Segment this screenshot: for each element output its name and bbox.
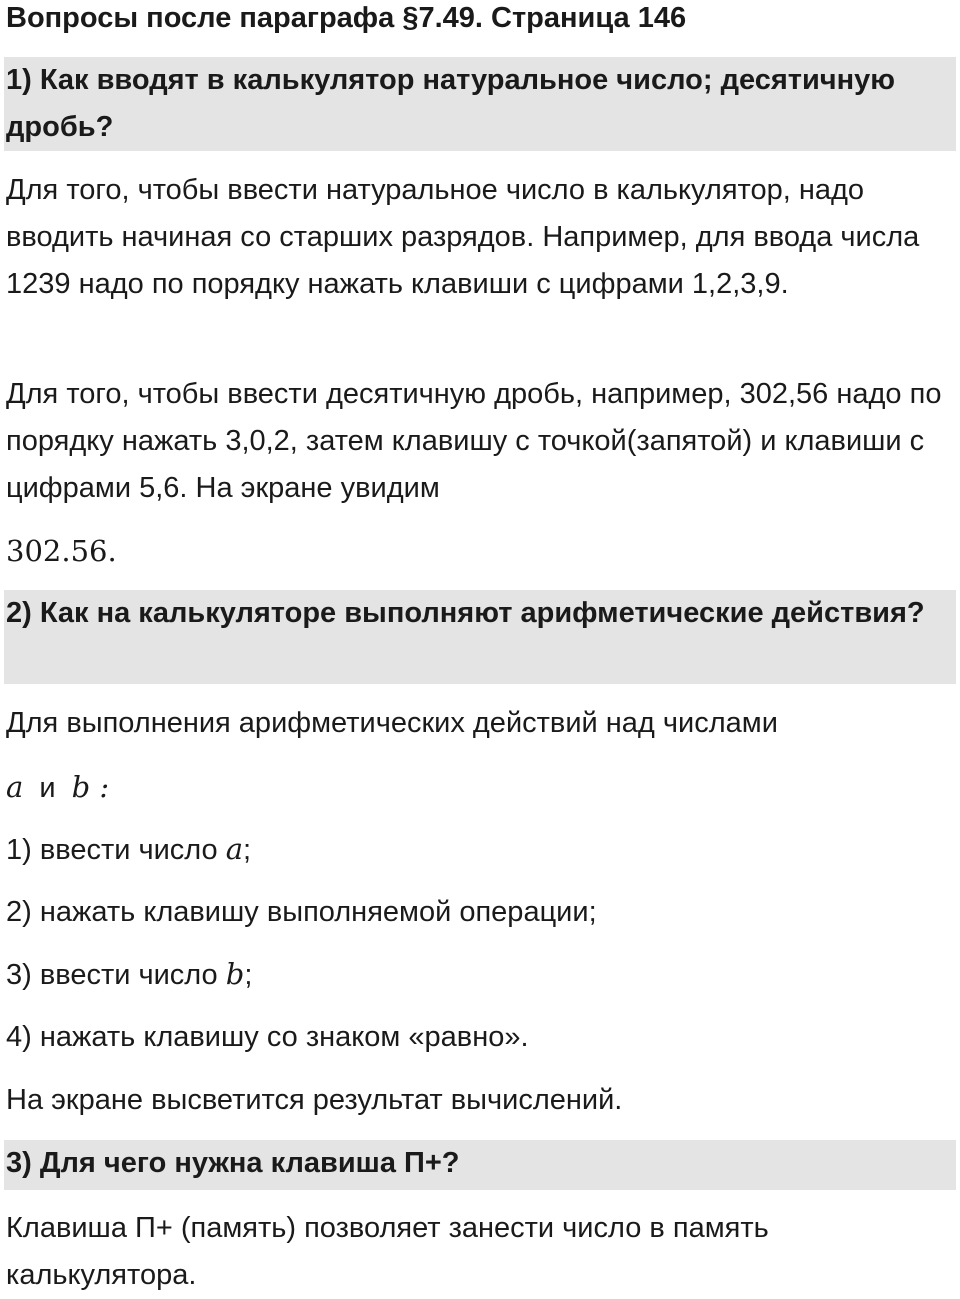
step-1-variable: a [225,832,244,866]
variable-a: a [6,770,24,804]
calculator-display-value: 302.56. [6,534,117,568]
step-3-variable: b [225,957,245,991]
step-4: 4) нажать клавишу со знаком «равно». [6,1021,529,1053]
question-2-intro: Для выполнения арифметических действий над числами [6,707,778,739]
question-2-heading: 2) Как на калькуляторе выполняют арифметические действия? [4,590,956,684]
variable-b: b : [71,770,110,804]
conjunction: и [39,772,56,804]
step-3-text: 3) ввести число [6,959,218,991]
question-1-answer-paragraph-1: Для того, чтобы ввести натуральное число в калькулятор, надо вводить начиная со старших разрядов. Например, для ввода числа 1239 надо по порядку нажать клавиши с цифрами 1,2,3,9. [6,174,920,300]
operands-line [6,767,109,808]
question-1-heading: 1) Как вводят в калькулятор натуральное число; десятичную дробь? [4,57,956,151]
step-3-end: ; [244,959,253,991]
step-2: 2) нажать клавишу выполняемой операции; [6,896,597,928]
step-1-end: ; [243,834,252,866]
step-1-text: 1) ввести число [6,834,218,866]
result-text: На экране высветится результат вычислений. [6,1084,623,1116]
question-3-heading: 3) Для чего нужна клавиша П+? [4,1140,956,1190]
step-3 [6,954,252,995]
question-3-answer: Клавиша П+ (память) позволяет занести число в память калькулятора. [6,1212,769,1291]
question-1-answer-paragraph-2: Для того, чтобы ввести десятичную дробь, например, 302,56 надо по порядку нажать 3,0,2, затем клавишу с точкой(запятой) и клавиши с цифрами 5,6. На экране увидим [6,378,942,504]
page-title: Вопросы после параграфа §7.49. Страница 146 [6,2,687,34]
step-1 [6,829,251,870]
